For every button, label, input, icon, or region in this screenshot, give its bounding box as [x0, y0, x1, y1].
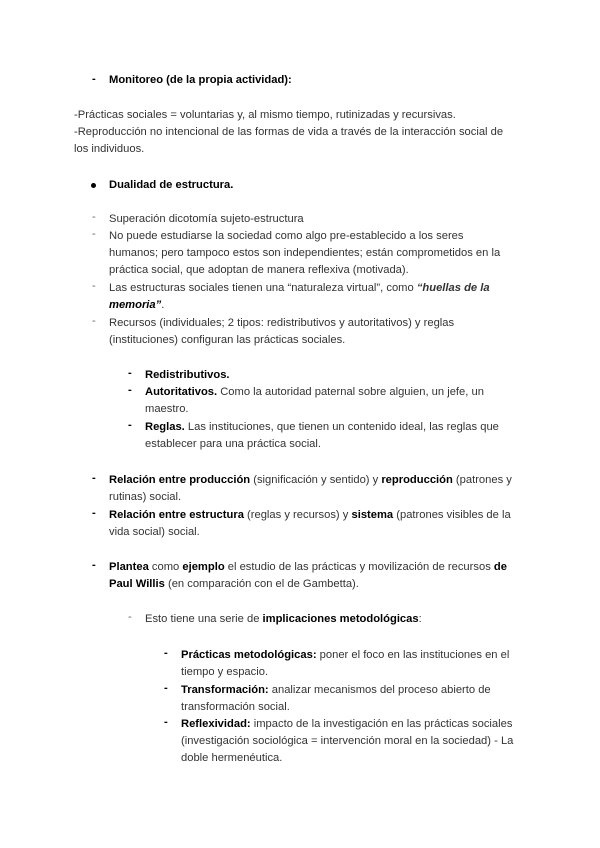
list-item: [145, 419, 499, 437]
list-item-line: rutinas) social.: [109, 491, 182, 503]
list-item-text: .: [161, 299, 165, 311]
dash-marker: -: [164, 682, 168, 694]
bold-text: Relación entre estructura: [109, 509, 244, 521]
item-text: (significación y sentido) y: [250, 474, 382, 486]
list-item: [181, 647, 509, 665]
item-text: como: [148, 561, 183, 573]
dash-marker: -: [128, 611, 132, 623]
dash-marker: -: [92, 472, 96, 484]
item-text: impacto de la investigación en las prácticas sociales: [250, 718, 513, 730]
dash-marker: -: [128, 367, 132, 379]
item-text: :: [418, 613, 422, 625]
bold-text: Relación entre producción: [109, 474, 251, 486]
list-item-line: No puede estudiarse la sociedad como algo pre-establecido a los seres: [109, 230, 464, 242]
dualidad-heading: [109, 177, 233, 195]
list-item: [145, 367, 230, 385]
dash-marker: -: [164, 647, 168, 659]
item-label: Prácticas metodológicas:: [181, 649, 317, 661]
list-item-line: transformación social.: [181, 701, 290, 713]
list-item: [181, 682, 491, 700]
implicaciones-item: [145, 611, 422, 629]
bold-text: implicaciones metodológicas: [262, 613, 419, 625]
item-text: Las instituciones, que tienen un contenido ideal, las reglas que: [184, 421, 499, 433]
bold-text: Plantea: [109, 561, 149, 573]
dash-marker: -: [92, 73, 96, 85]
list-item-line: doble hermenéutica.: [181, 752, 283, 764]
item-label: Redistributivos.: [145, 369, 230, 381]
list-item-line: Recursos (individuales; 2 tipos: redistributivos y autoritativos) y reglas: [109, 317, 455, 329]
dash-marker: -: [92, 559, 96, 571]
item-text: analizar mecanismos del proceso abierto de: [268, 684, 491, 696]
item-text: poner el foco en las instituciones en el: [316, 649, 510, 661]
intro-line-2: -Reproducción no intencional de las formas de vida a través de la interacción social de: [74, 126, 504, 138]
dash-marker: -: [92, 228, 96, 240]
list-item-line: establecer para una práctica social.: [145, 438, 321, 450]
list-item: [109, 280, 490, 298]
item-text: (reglas y recursos) y: [243, 509, 352, 521]
dash-marker: -: [92, 315, 96, 327]
item-label: Reglas.: [145, 421, 185, 433]
item-text: (patrones y: [452, 474, 512, 486]
list-item: [109, 472, 512, 490]
list-item-line: humanos; pero tampoco estos son independientes; están comprometidos en la: [109, 247, 501, 259]
dash-marker: -: [128, 384, 132, 396]
intro-line-1: -Prácticas sociales = voluntarias y, al mismo tiempo, rutinizadas y recursivas.: [74, 109, 456, 121]
list-item-line: vida social) social.: [109, 526, 200, 538]
bold-text: Paul Willis: [109, 578, 165, 590]
list-item-line: práctica social, que adoptan de manera reflexiva (motivada).: [109, 264, 409, 276]
intro-line-3: los individuos.: [74, 143, 145, 155]
dash-marker: -: [92, 211, 96, 223]
bold-text: reproducción: [381, 474, 453, 486]
list-item-line: maestro.: [145, 403, 189, 415]
list-item-line: tiempo y espacio.: [181, 666, 269, 678]
item-text: (en comparación con el de Gambetta).: [164, 578, 359, 590]
dualidad-title: Dualidad de estructura.: [109, 179, 234, 191]
bold-text: sistema: [351, 509, 394, 521]
item-text: Esto tiene una serie de: [145, 613, 263, 625]
item-text: el estudio de las prácticas y movilización de recursos: [224, 561, 494, 573]
list-item: Superación dicotomía sujeto-estructura: [109, 213, 304, 225]
list-item-line: (investigación sociológica = intervención moral en la sociedad) - La: [181, 735, 514, 747]
item-label: Transformación:: [181, 684, 269, 696]
dash-marker: -: [164, 716, 168, 728]
dash-marker: -: [92, 507, 96, 519]
list-item: [181, 716, 512, 734]
list-item-line: (instituciones) configuran las prácticas sociales.: [109, 334, 346, 346]
item-text: Como la autoridad paternal sobre alguien, un jefe, un: [217, 386, 484, 398]
list-item-line: [109, 297, 164, 315]
emphasis-text: memoria”: [109, 299, 162, 311]
dash-marker: -: [128, 419, 132, 431]
emphasis-text: “huellas de la: [416, 282, 490, 294]
monitoreo-title: Monitoreo (de la propia actividad):: [109, 74, 292, 86]
list-item: [145, 384, 484, 402]
item-label: Autoritativos.: [145, 386, 218, 398]
item-label: Reflexividad:: [181, 718, 251, 730]
bold-text: de: [493, 561, 507, 573]
bullet-dot-icon: [91, 183, 96, 188]
item-text: (patrones visibles de la: [393, 509, 511, 521]
list-item-text: Las estructuras sociales tienen una “naturaleza virtual”, como: [109, 282, 417, 294]
monitoreo-heading: [109, 72, 292, 90]
list-item: [109, 507, 511, 525]
bold-text: ejemplo: [182, 561, 225, 573]
plantea-item: [109, 559, 507, 577]
dash-marker: -: [92, 280, 96, 292]
plantea-item-line: [109, 576, 359, 594]
